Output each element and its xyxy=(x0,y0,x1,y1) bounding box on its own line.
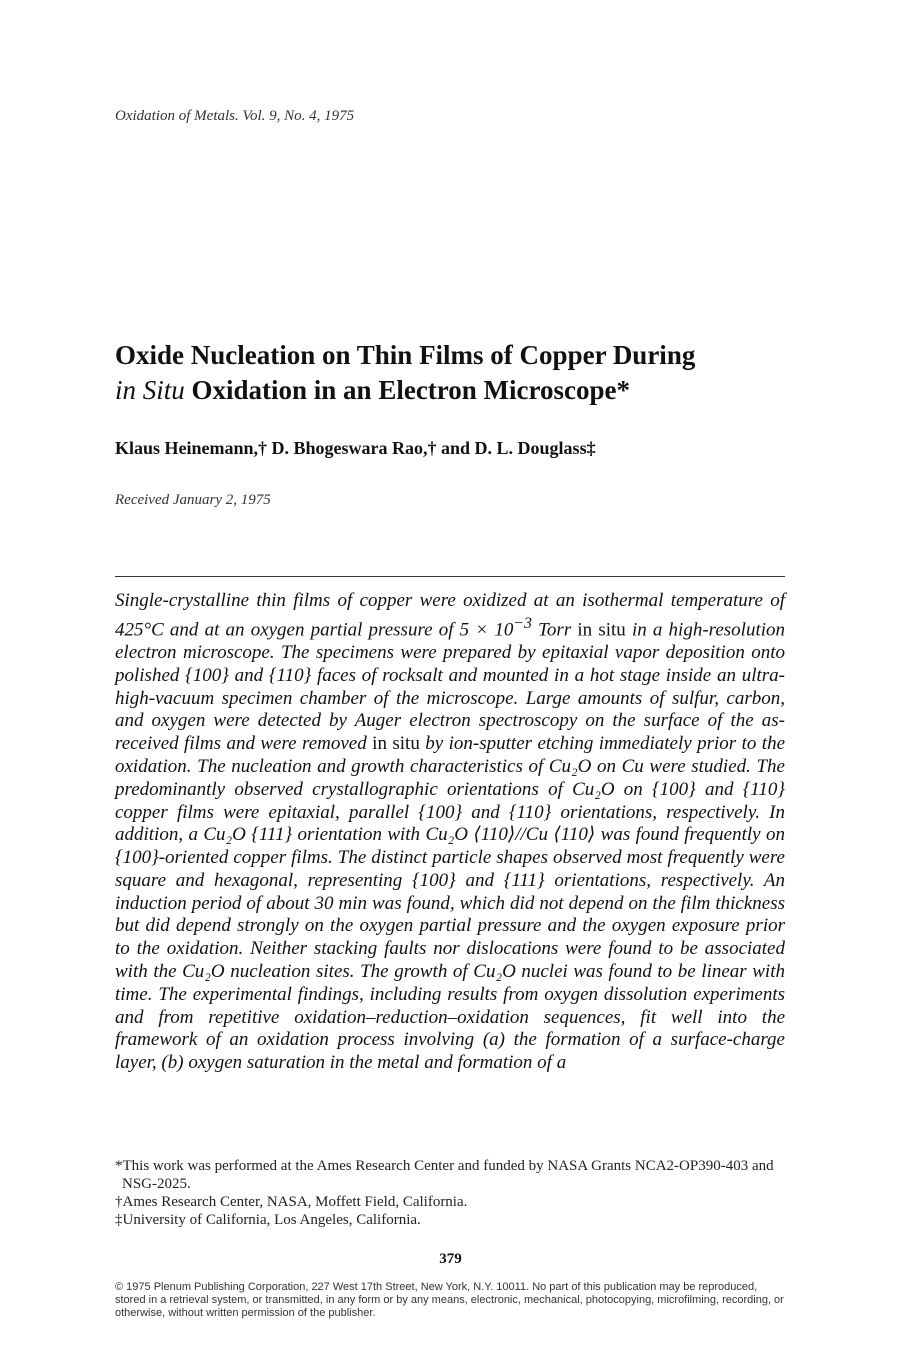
author-list: Klaus Heinemann,† D. Bhogeswara Rao,† and D. L. Douglass‡ xyxy=(115,438,596,458)
abstract-part-2: Torr xyxy=(531,619,572,641)
abstract-in-situ-2: in situ xyxy=(366,733,426,755)
title-line-2 xyxy=(115,373,805,408)
article-title xyxy=(115,338,805,408)
received-date: Received January 2, 1975 xyxy=(115,492,271,508)
footnote-ucla: ‡University of California, Los Angeles, California. xyxy=(115,1212,421,1228)
abstract-divider xyxy=(115,576,785,577)
abstract-part-3: in a high-resolution electron microscope. The specimens were prepared by epitaxial vapor deposition onto polished {100} and {110} faces of rocksalt and mounted in a hot stage inside an ultra-high-vacuum specimen chamber of the microscope. Large amounts of sulfur, carbon, and oxygen were detected by Auger electron spectroscopy on the surface of the as-received films and were removed xyxy=(115,619,785,755)
copyright-notice: © 1975 Plenum Publishing Corporation, 227 West 17th Street, New York, N.Y. 10011. No part of this publication may be reproduced, stored in a retrieval system, or transmitted, in any form or by any means, electronic, mechanical, photocopying, microfilming, recording, or otherwise, without written permission of the publisher. xyxy=(115,1281,784,1319)
abstract-part-4: by ion-sputter etching immediately prior to the oxidation. The nucleation and growth characteristics of Cu₂O on Cu were studied. The predominantly observed crystallographic orientations of Cu₂O on {100} and {110} copper films were epitaxial, parallel {100} and {110} orientations, respectively. In addition, a Cu₂O {111} orientation with Cu₂O ⟨110⟩//Cu ⟨110⟩ was found frequently on {100}-oriented copper films. The distinct particle shapes observed most frequently were square and hexagonal, representing {100} and {111} orientations, respectively. An induction period of about 30 min was found, which did not depend on the film thickness but did depend strongly on the oxygen partial pressure and the oxygen exposure prior to the oxidation. Neither stacking faults nor dislocations were found to be associated with the Cu₂O nucleation sites. The growth of Cu₂O nuclei was found to be linear with time. The experimental findings, including results from oxygen dissolution experiments and from repetitive oxidation–reduction–oxidation sequences, fit well into the framework of an oxidation process involving (a) the formation of a surface-charge layer, (b) oxygen saturation in the metal and formation of a xyxy=(115,733,786,1074)
footnotes xyxy=(115,1157,785,1229)
abstract-in-situ-1: in situ xyxy=(571,619,632,641)
title-line-1: Oxide Nucleation on Thin Films of Copper During xyxy=(115,340,696,370)
footnote-ames: †Ames Research Center, NASA, Moffett Field, California. xyxy=(115,1194,468,1210)
title-line-2-rest: Oxidation in an Electron Microscope* xyxy=(184,375,631,405)
footnote-funding: *This work was performed at the Ames Research Center and funded by NASA Grants NCA2-OP390-403 and NSG-2025. xyxy=(115,1158,774,1192)
page-number: 379 xyxy=(439,1251,462,1267)
abstract-text xyxy=(115,590,785,1075)
journal-citation: Oxidation of Metals. Vol. 9, No. 4, 1975 xyxy=(115,108,355,124)
abstract-exponent: −3 xyxy=(513,614,532,632)
abstract-part-1: Single-crystalline thin films of copper were oxidized at an isothermal temperature of 425°C and at an oxygen partial pressure of 5 × 10 xyxy=(115,590,785,641)
title-in-situ: in Situ xyxy=(115,375,185,405)
